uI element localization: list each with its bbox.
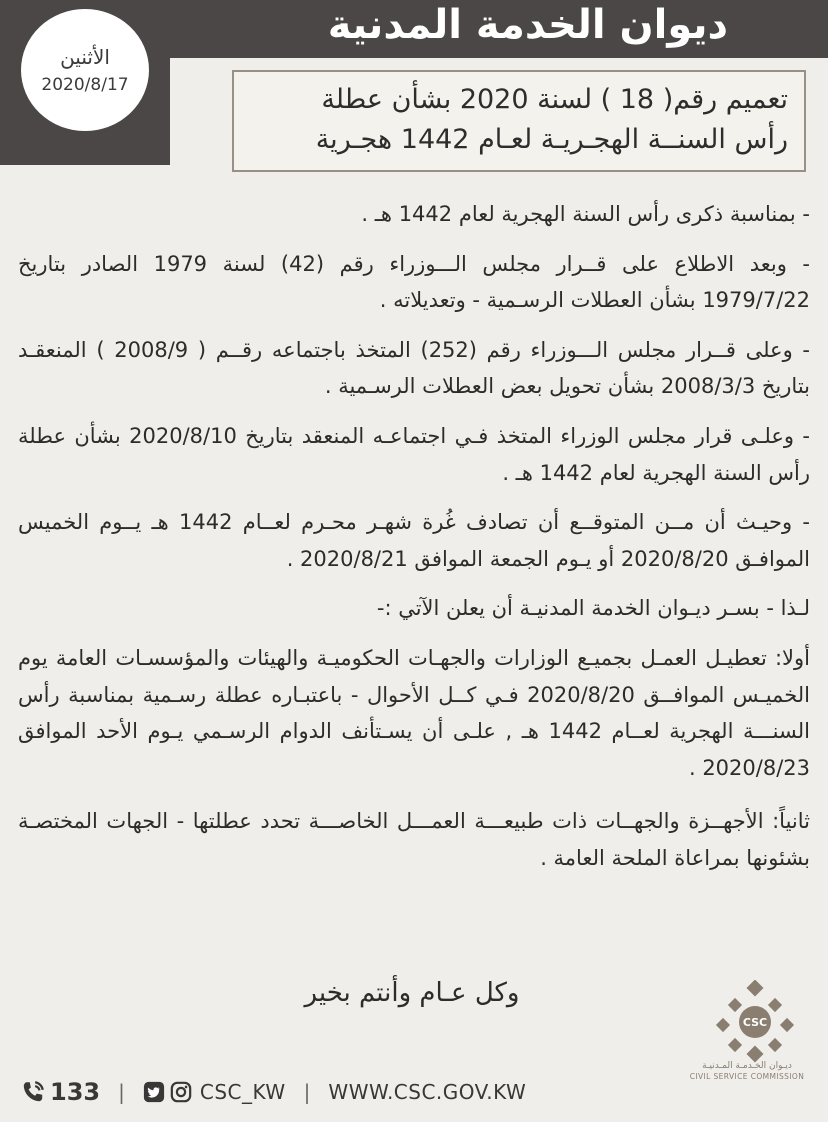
phone-icon	[20, 1079, 46, 1105]
phone-number[interactable]: 133	[50, 1078, 101, 1106]
paragraph: أولا: تعطيـل العمـل بجميـع الوزارات والجهـات الحكوميـة والهيئات والمؤسسـات العامة يوم الخميـس الموافــق 2020/8/20 فـي كــل الأحوال - باعتبـاره عطلة رسـمية بمناسبة رأس السنـــة الهجرية لعــام 1442 هـ , علـى أن يسـتأنف الدوام الرسـمي يـوم الأحد الموافق 2020/8/23 .	[18, 645, 810, 780]
date-badge	[18, 6, 152, 134]
paragraph: - بمناسبة ذكرى رأس السنة الهجرية لعام 1442 هـ .	[361, 202, 810, 226]
subject-line-1: تعميم رقم( 18 ) لسنة 2020 بشأن عطلة	[321, 84, 788, 115]
paragraph: - وعلى قــرار مجلس الـــوزراء رقم (252) المتخذ باجتماعه رقــم ( 2008/9 ) المنعقـد بتاريخ 2008/3/3 بشأن تحويل بعض العطلات الرسـمية .	[18, 337, 811, 399]
closing-greeting: وكل عـام وأنتم بخير	[304, 978, 520, 1008]
paragraph: - وعلـى قرار مجلس الوزراء المتخذ فـي اجتماعـه المنعقد بتاريخ 2020/8/10 بشأن عطلة رأس السنة الهجرية لعام 1442 هـ .	[18, 423, 811, 485]
paragraph: - وحيـث أن مــن المتوقــع أن تصادف غُرة شهـر محـرم لعــام 1442 هـ يــوم الخميس الموافـق 2020/8/20 أو يـوم الجمعة الموافق 2020/8/21 .	[18, 510, 810, 571]
subject-line-2: رأس السنــة الهجـريـة لعـام 1442 هجـرية	[315, 124, 788, 155]
logo-name-ar: ديـوان الخـدمـة المـدنيـة	[702, 1061, 792, 1071]
circular-body	[18, 196, 810, 890]
badge-day: الأثنين	[60, 45, 110, 69]
footer-contacts	[0, 1062, 640, 1122]
page-title: ديوان الخدمة المدنية	[327, 2, 728, 48]
badge-date: 2020/8/17	[41, 75, 129, 95]
paragraph: ثانياً: الأجهــزة والجهــات ذات طبيعـــة العمـــل الخاصـــة تحدد عطلتها - الجهات المختصـة بشئونها بمراعاة الملحة العامة .	[18, 809, 810, 870]
instagram-icon[interactable]	[170, 1081, 192, 1103]
csc-logo	[690, 980, 820, 1064]
twitter-icon[interactable]	[143, 1081, 165, 1103]
paragraph: - وبعد الاطلاع على قــرار مجلس الـــوزراء رقم (42) لسنة 1979 الصادر بتاريخ 1979/7/22 بشأن العطلات الرسـمية - وتعديلاته .	[18, 251, 810, 313]
footer-separator: |	[118, 1080, 125, 1104]
social-handle[interactable]: CSC_KW	[199, 1080, 286, 1104]
logo-name-en: CIVIL SERVICE COMMISSION	[689, 1072, 805, 1081]
subject-box	[232, 70, 806, 172]
paragraph: لـذا - بسـر ديـوان الخدمة المدنيـة أن يعلن الآتي :-	[376, 596, 810, 621]
website-link[interactable]: WWW.CSC.GOV.KW	[328, 1080, 527, 1104]
footer-separator: |	[303, 1080, 311, 1104]
logo-center-text: CSC	[742, 1016, 768, 1029]
logo-caption	[672, 1060, 822, 1082]
